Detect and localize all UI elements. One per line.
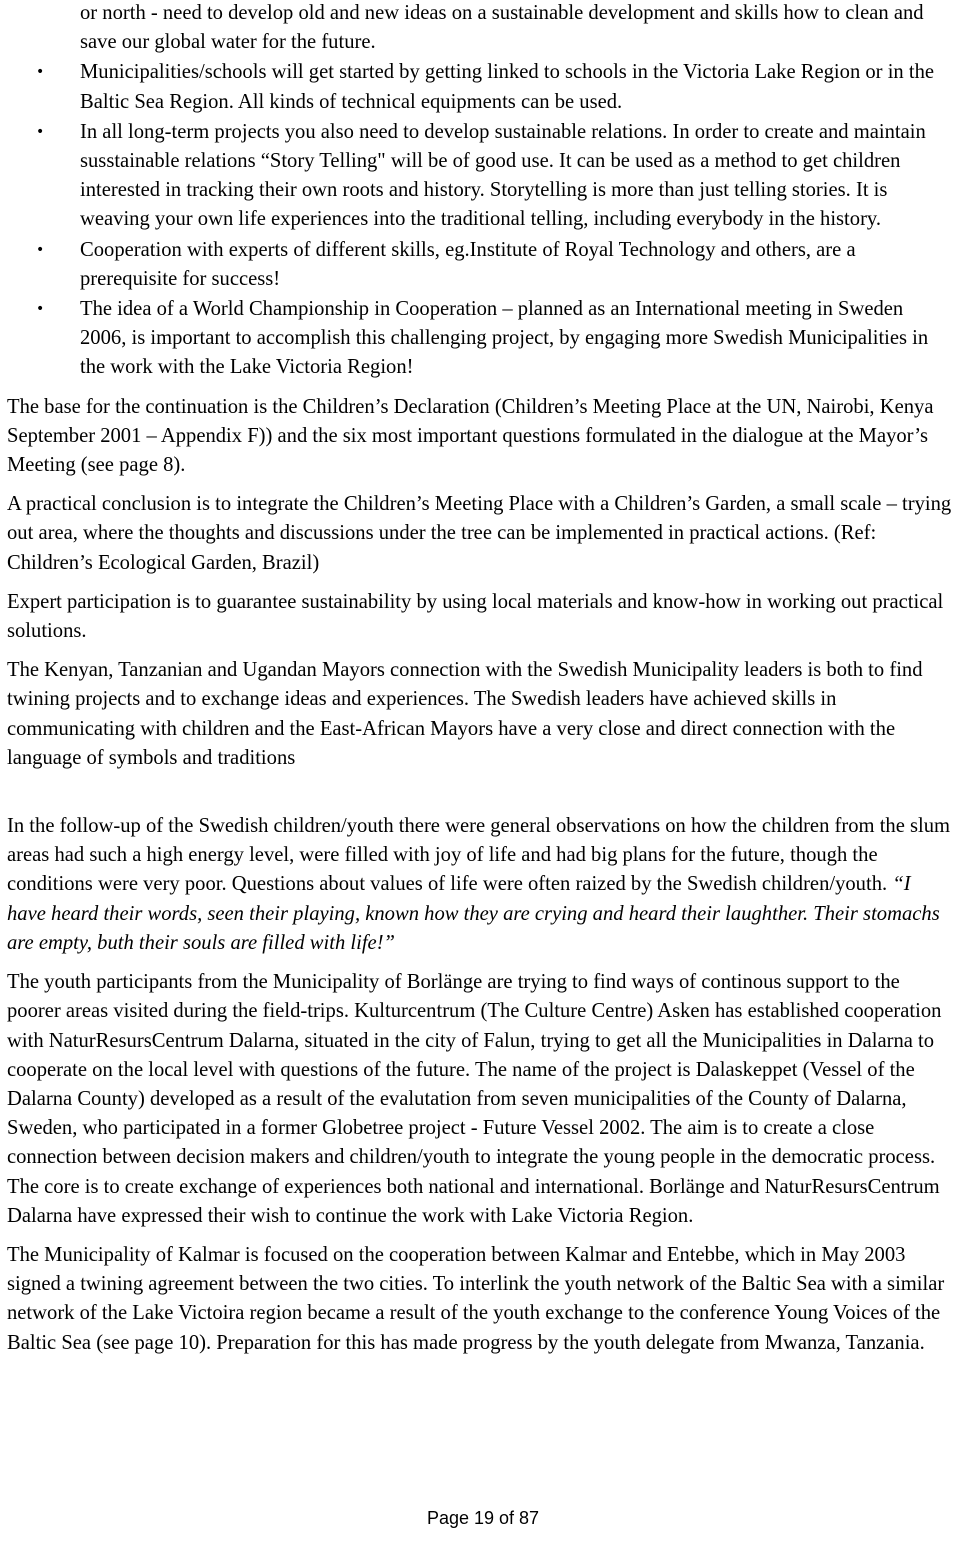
bullet-item-text: Cooperation with experts of different skills, eg.Institute of Royal Technology and others, are a prerequisite for success! <box>80 238 856 290</box>
paragraph-expert-participation: Expert participation is to guarantee sustainability by using local materials and know-how in working out practical solutions. <box>7 590 944 643</box>
bullet-item-text: In all long-term projects you also need to develop sustainable relations. In order to create and maintain susstainable relations “Story Telling" will be of good use. It can be used as a method to get children interested in tracking their own roots and history. Storytelling is more than just telling stories. It is weaving your own life experiences into the traditional telling, including everybody in the history. <box>80 120 926 231</box>
follow-up-text: In the follow-up of the Swedish children/youth there were general observations on how the children from the slum areas had such a high energy level, were filled with joy of life and had big plans for the future, though the conditions were very poor. Questions about values of life were often raized by the Swedish children/youth. <box>7 815 951 896</box>
follow-up-quote: “I have heard their words, seen their playing, known how they are crying and heard their laughther. Their stomachs are empty, buth their souls are filled with life!” <box>7 873 940 954</box>
bullet-item-text: The idea of a World Championship in Cooperation – planned as an International meeting in Sweden 2006, is important to accomplish this challenging project, by engaging more Swedish Municipalities in the work with the Lake Victoria Region! <box>80 298 929 379</box>
page-number: Page 19 of 87 <box>426 1508 540 1528</box>
bullet-list <box>7 0 953 383</box>
paragraph-kalmar: The Municipality of Kalmar is focused on the cooperation between Kalmar and Entebbe, which in May 2003 signed a twining agreement between the two cities. To interlink the youth network of the Baltic Sea with a similar network of the Lake Victoira region became a result of the youth exchange to the conference Young Voices of the Baltic Sea (see page 10). Preparation for this has made progress by the youth delegate from Mwanza, Tanzania. <box>7 1243 945 1354</box>
bullet-item <box>7 118 953 235</box>
paragraph-practical-conclusion: A practical conclusion is to integrate the Children’s Meeting Place with a Children’s Garden, a small scale – trying out area, where the thoughts and discussions under the tree can be implemented in practical actions. (Ref: Children’s Ecological Garden, Brazil) <box>7 493 952 574</box>
page-body <box>7 0 953 1358</box>
bullet-dot-icon: • <box>36 301 45 318</box>
page-footer <box>0 1503 960 1533</box>
bullet-dot-icon: • <box>36 123 45 140</box>
bullet-item <box>7 58 953 116</box>
bullet-item <box>7 295 953 383</box>
paragraph-mayors-connection: The Kenyan, Tanzanian and Ugandan Mayors connection with the Swedish Municipality leaders is both to find twining projects and to exchange ideas and experiences. The Swedish leaders have achieved skills in communicating with children and the East-African Mayors have a very close and direct connection with the language of symbols and traditions <box>7 659 923 769</box>
paragraph-follow-up <box>7 812 953 958</box>
paragraph-base: The base for the continuation is the Children’s Declaration (Children’s Meeting Place at the UN, Nairobi, Kenya September 2001 – Appendix F)) and the six most important questions formulated in the dialogue at the Mayor’s Meeting (see page 8). <box>7 395 934 477</box>
bullet-item <box>7 236 953 294</box>
bullet-item-text: Municipalities/schools will get started by getting linked to schools in the Victoria Lake Region or in the Baltic Sea Region. All kinds of technical equipments can be used. <box>80 61 935 113</box>
paragraph-borlange: The youth participants from the Municipality of Borlänge are trying to find ways of continous support to the poorer areas visited during the field-trips. Kulturcentrum (The Culture Centre) Asken has established cooperation with NaturResursCentrum Dalarna, situated in the city of Falun, trying to get all the Municipalities in Dalarna to cooperate on the local level with questions of the future. The name of the project is Dalaskeppet (Vessel of the Dalarna County) developed as a result of the evalutation from seven municipalities of the County of Dalarna, Sweden, who participated in a former Globetree project - Future Vessel 2002. The aim is to create a close connection between decision makers and children/youth to integrate the young people in the democratic process. The core is to create exchange of experiences both national and international. Borlänge and NaturResursCentrum Dalarna have expressed their wish to continue the work with Lake Victoria Region. <box>7 971 942 1227</box>
bullet-item-text: or north - need to develop old and new ideas on a sustainable development and skills how to clean and save our global water for the future. <box>80 2 924 54</box>
bullet-dot-icon: • <box>36 241 45 258</box>
bullet-item-continued <box>7 0 953 57</box>
bullet-dot-icon: • <box>36 64 45 81</box>
